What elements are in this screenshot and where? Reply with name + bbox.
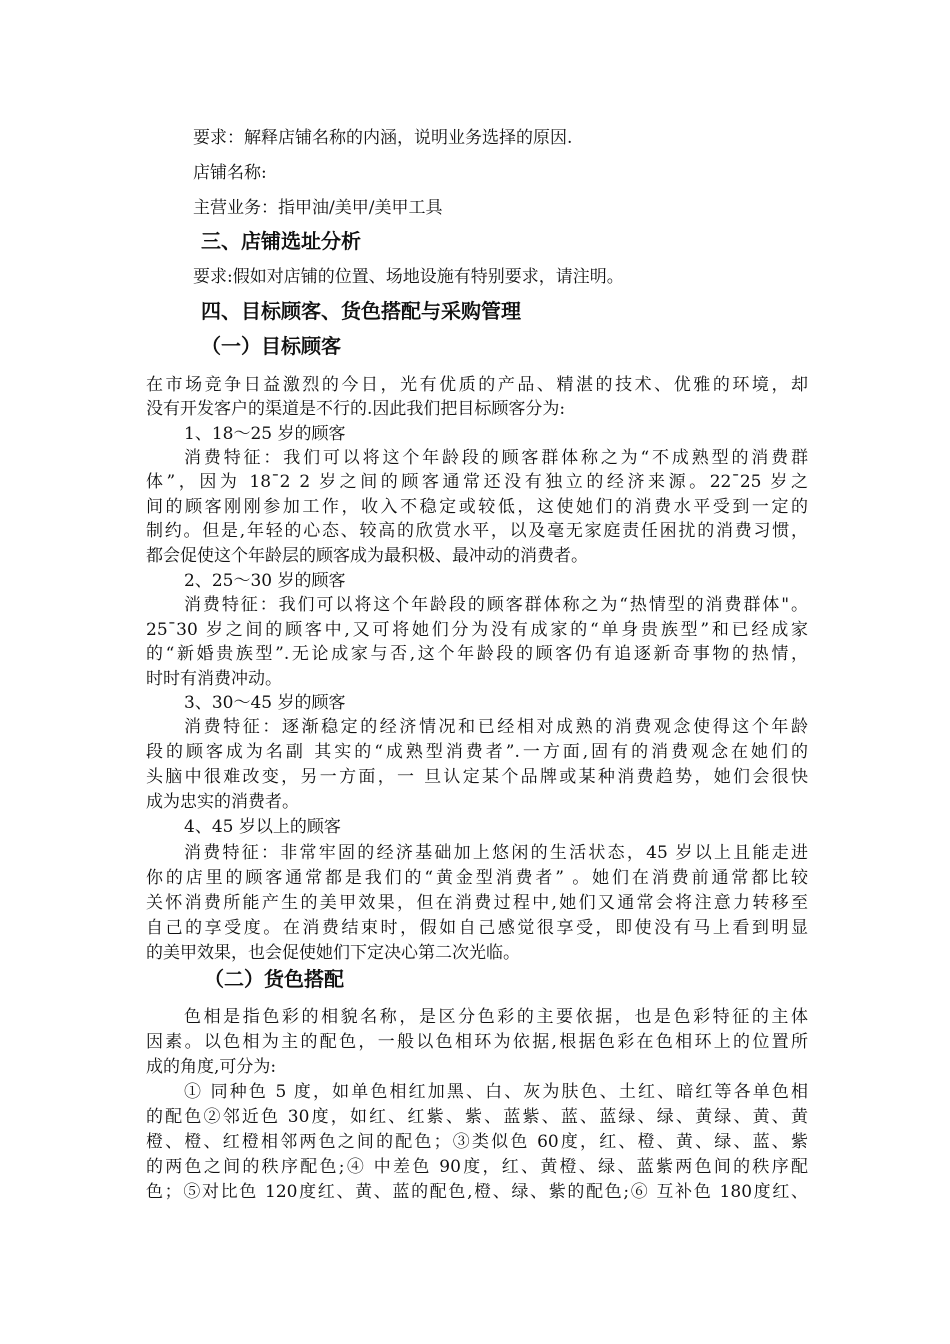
paragraph-line: 段的顾客成为名副 其实的“成熟型消费者”.一方面,固有的消费观念在她们的 bbox=[146, 742, 808, 762]
main-business-text: 主营业务：指甲油/美甲/美甲工具 bbox=[193, 198, 443, 218]
paragraph-line: 没有开发客户的渠道是不行的.因此我们把目标顾客分为: bbox=[146, 399, 566, 419]
subsection-target-customers-heading: （一）目标顾客 bbox=[201, 334, 341, 358]
group-heading-45-plus: 4、45 岁以上的顾客 bbox=[184, 817, 341, 837]
paragraph-line: 的配色②邻近色 30度，如红、红紫、紫、蓝紫、蓝、蓝绿、绿、黄绿、黄、黄 bbox=[146, 1107, 808, 1127]
paragraph-line: 在市场竞争日益激烈的今日，光有优质的产品、精湛的技术、优雅的环境，却 bbox=[146, 375, 808, 395]
paragraph-line: 消费特征：我们可以将这个年龄段的顾客群体称之为“不成熟型的消费群 bbox=[184, 448, 808, 468]
paragraph-line: ① 同种色 5 度，如单色相红加黑、白、灰为肤色、土红、暗红等各单色相 bbox=[184, 1082, 808, 1102]
paragraph-line: 间的顾客刚刚参加工作，收入不稳定或较低，这使她们的消费水平受到一定的 bbox=[146, 497, 808, 517]
group-heading-18-25: 1、18～25 岁的顾客 bbox=[184, 424, 346, 444]
paragraph-line: 的美甲效果，也会促使她们下定决心第二次光临。 bbox=[146, 943, 520, 963]
paragraph-line: 橙、橙、红橙相邻两色之间的配色；③类似色 60度，红、橙、黄、绿、蓝、紫 bbox=[146, 1132, 808, 1152]
paragraph-line: 你的店里的顾客通常都是我们的“黄金型消费者” 。她们在消费前通常都比较 bbox=[146, 868, 808, 888]
paragraph-line: 色；⑤对比色 120度红、黄、蓝的配色,橙、绿、紫的配色;⑥ 互补色 180度红、 bbox=[146, 1182, 808, 1202]
section-3-heading: 三、店铺选址分析 bbox=[201, 229, 361, 253]
paragraph-line: 时时有消费冲动。 bbox=[146, 669, 282, 689]
paragraph-line: 自己的享受度。在消费结束时，假如自己感觉很享受，即使没有马上看到明显 bbox=[146, 918, 808, 938]
section-4-heading: 四、目标顾客、货色搭配与采购管理 bbox=[201, 299, 521, 323]
paragraph-line: 因素。以色相为主的配色，一般以色相环为依据,根据色彩在色相环上的位置所 bbox=[146, 1032, 808, 1052]
paragraph-line: 的“新婚贵族型”.无论成家与否,这个年龄段的顾客仍有追逐新奇事物的热情， bbox=[146, 644, 808, 664]
paragraph-line: 的两色之间的秩序配色;④ 中差色 90度，红、黄橙、绿、蓝紫两色间的秩序配 bbox=[146, 1157, 808, 1177]
paragraph-line: 消费特征：非常牢固的经济基础加上悠闲的生活状态，45 岁以上且能走进 bbox=[184, 843, 808, 863]
paragraph-line: 消费特征：逐渐稳定的经济情况和已经相对成熟的消费观念使得这个年龄 bbox=[184, 717, 808, 737]
requirement-text: 要求：解释店铺名称的内涵，说明业务选择的原因. bbox=[193, 128, 573, 148]
paragraph-line: 成的角度,可分为: bbox=[146, 1057, 277, 1077]
subsection-color-matching-heading: （二）货色搭配 bbox=[204, 967, 344, 991]
group-heading-30-45: 3、30～45 岁的顾客 bbox=[184, 693, 346, 713]
paragraph-line: 体”，因为 18¯2 2 岁之间的顾客通常还没有独立的经济来源。22¯25 岁之 bbox=[146, 472, 808, 492]
group-heading-25-30: 2、25～30 岁的顾客 bbox=[184, 571, 346, 591]
paragraph-line: 色相是指色彩的相貌名称，是区分色彩的主要依据，也是色彩特征的主体 bbox=[184, 1007, 808, 1027]
paragraph-line: 都会促使这个年龄层的顾客成为最积极、最冲动的消费者。 bbox=[146, 546, 588, 566]
paragraph-line: 制约。但是,年轻的心态、较高的欣赏水平，以及毫无家庭责任困扰的消费习惯， bbox=[146, 521, 808, 541]
paragraph-line: 消费特征：我们可以将这个年龄段的顾客群体称之为“热情型的消费群体"。 bbox=[184, 595, 808, 615]
shop-name-label: 店铺名称: bbox=[193, 163, 267, 183]
paragraph-line: 头脑中很难改变，另一方面，一 旦认定某个品牌或某种消费趋势，她们会很快 bbox=[146, 767, 808, 787]
section-3-requirement: 要求:假如对店铺的位置、场地设施有特别要求，请注明。 bbox=[193, 267, 624, 287]
paragraph-line: 25¯30 岁之间的顾客中,又可将她们分为没有成家的“单身贵族型”和已经成家 bbox=[146, 620, 808, 640]
paragraph-line: 成为忠实的消费者。 bbox=[146, 792, 299, 812]
paragraph-line: 关怀消费所能产生的美甲效果，但在消费过程中,她们又通常会将注意力转移至 bbox=[146, 893, 808, 913]
